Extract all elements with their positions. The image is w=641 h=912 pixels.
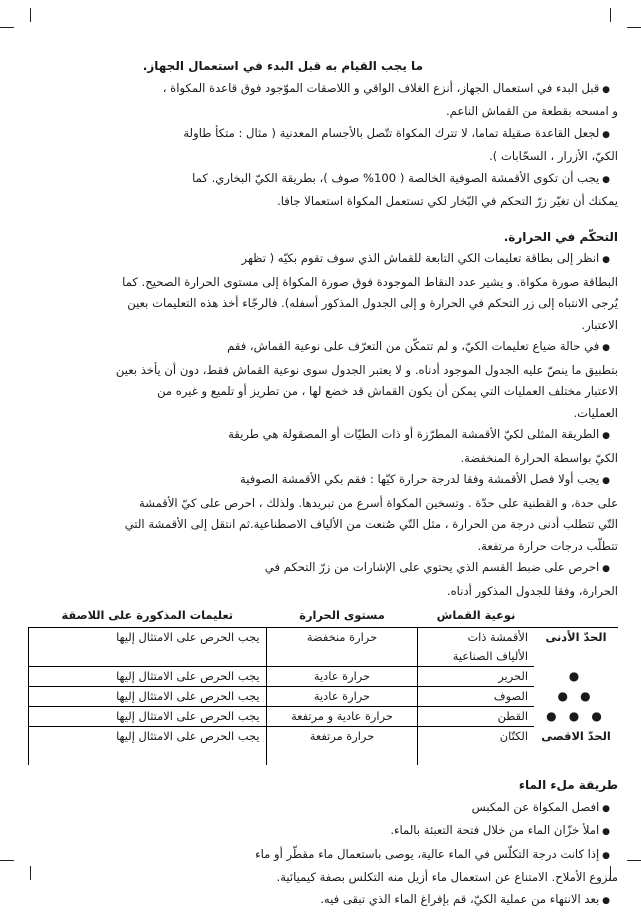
temp-bullet-cont: الاعتبار مختلف العمليات التي يمكن أن يكون القماش قد خضع لها ، من تطريز أو تلميع و غيره من [28, 381, 618, 403]
level-dots: ● [534, 667, 618, 687]
temp-bullet: ● في حالة ضياع تعليمات الكيّ، و لم تتمكّن من التعرّف على نوعية القماش، فقم [28, 336, 618, 360]
intro-bullet-cont: الكيّ، الأزرار ، السحّابات ). [28, 146, 618, 168]
instruction-cell [29, 647, 267, 667]
fill-bullet: ● افصل المكواة عن المكبس [28, 797, 618, 821]
table-header: تعليمات المذكورة على اللاصقة [29, 606, 267, 628]
table-header: مستوى الحرارة [266, 606, 418, 628]
level-dots: ● ● ● [534, 707, 618, 727]
intro-bullet-cont: يمكنك أن تغيّر زرّ التحكم في البّخار لكي تستعمل المكواة استعمالا جافا. [28, 191, 618, 213]
temperature-heading: التحكّم في الحرارة. [28, 227, 618, 249]
fill-bullet: ● املأ خزّان الماء من خلال فتحة التعبئة بالماء. [28, 820, 618, 844]
temp-bullet-cont: يُرجى الانتباه إلى زر التحكم في الحرارة و إلى الجدول المذكور أسفله). فالرجّاء أخذ هذه التعليمات بعين [28, 293, 618, 315]
temp-bullet-cont: على حدة، و القطنية على حدّة . وتسخين المكواة أسرع من تبريدها. ولذلك ، احرص على كيّ الأقمشة [28, 493, 618, 515]
table-row [29, 647, 619, 667]
fabric-cell: الحرير [418, 667, 534, 687]
crop-mark [0, 27, 14, 28]
temp-bullet-cont: بتطبيق ما ينصّ عليه الجدول الموجود أدناه. و لا يعتبر الجدول سوى نوعية القماش فقط، دون أن يأخذ بعين [28, 360, 618, 382]
intro-section [28, 78, 618, 213]
crop-mark [30, 8, 31, 22]
temp-bullet: ● انظر إلى بطاقة تعليمات الكي التابعة للقماش الذي سوف تقوم بكيّه ( تظهر [28, 248, 618, 272]
crop-mark [610, 8, 611, 22]
temp-cell: حرارة عادية و مرتفعة [266, 707, 418, 727]
temp-bullet-cont: الكيّ بواسطة الحرارة المنخفضة. [28, 448, 618, 470]
temp-bullet-cont: تتطلّب درجات حرارة مرتفعة. [28, 536, 618, 558]
fill-bullet: ● بعد الانتهاء من عملية الكيّ، قم بإفراغ الماء الذي تبقى فيه. [28, 889, 618, 912]
instruction-cell: يجب الحرص على الامتثال إليها [29, 727, 267, 747]
instruction-cell: يجب الحرص على الامتثال إليها [29, 687, 267, 707]
table-header [534, 606, 618, 628]
instruction-cell: يجب الحرص على الامتثال إليها [29, 667, 267, 687]
temp-cell: حرارة منخفضة [266, 628, 418, 648]
water-fill-section [28, 797, 618, 912]
level-cell [534, 647, 618, 667]
crop-mark [627, 27, 641, 28]
table-row [29, 667, 619, 687]
instruction-cell: يجب الحرص على الامتثال إليها [29, 628, 267, 648]
table-header: نوعية القماش [418, 606, 534, 628]
crop-mark [0, 860, 14, 861]
table-row [29, 628, 619, 648]
fabric-cell: الكتّان [418, 727, 534, 747]
table-row-spacer [29, 746, 619, 765]
fabric-cell: القطن [418, 707, 534, 727]
temp-cell: حرارة عادية [266, 687, 418, 707]
level-dots: ● ● [534, 687, 618, 707]
instruction-cell: يجب الحرص على الامتثال إليها [29, 707, 267, 727]
temp-bullet: ● احرص على ضبط القسم الذي يحتوي على الإشارات من زرّ التحكم في [28, 557, 618, 581]
fill-bullet-cont: منزوع الأملاح. الامتناع عن استعمال ماء أزيل منه التكلس بصفة كيميائية. [28, 867, 618, 889]
intro-bullet-cont: و امسحه بقطعة من القماش الناعم. [28, 101, 618, 123]
temp-bullet-cont: العمليات. [28, 403, 618, 425]
intro-bullet: ● يجب أن تكوى الأقمشة الصوفية الخالصة ( 100% صوف )، بطريقة الكيّ البخاري. كما [28, 168, 618, 192]
temp-cell [266, 647, 418, 667]
intro-bullet: ● قبل البدء في استعمال الجهاز، أنزع الغلاف الواقي و اللاصقات الموّجود فوق قاعدة المكواة ، [28, 78, 618, 102]
water-fill-heading: طريقة ملء الماء [28, 775, 618, 797]
level-cell: الحدّ الاقصى [534, 727, 618, 747]
level-cell: الحدّ الأدنى [534, 628, 618, 648]
temp-bullet-cont: الحرارة، وفقا للجدول المذكور أدناه. [28, 581, 618, 603]
temp-bullet-cont: التّي تتطلب أدنى درجة من الحرارة ، مثل التّي صُنعت من الألياف الاصطناعية.ثم انتقل إلى الأقمشة التي [28, 514, 618, 536]
document-page [28, 56, 618, 912]
table-row [29, 687, 619, 707]
table-row [29, 727, 619, 747]
table-header-row [29, 606, 619, 628]
page-heading: ما يجب القيام به قبل البدء في استعمال الجهاز. [28, 56, 423, 78]
temp-cell: حرارة مرتفعة [266, 727, 418, 747]
fabric-cell: الأقمشة ذات [418, 628, 534, 648]
fabric-cell: الصوف [418, 687, 534, 707]
temp-bullet: ● يجب أولا فصل الأقمشة وفقا لدرجة حرارة كيّها : فقم بكي الأقمشة الصوفية [28, 469, 618, 493]
temp-bullet: ● الطريقة المثلى لكيّ الأقمشة المطرّزة أو ذات الطيّات أو المصقولة هي طريقة [28, 424, 618, 448]
table-row [29, 707, 619, 727]
ironing-table [28, 606, 618, 765]
fill-bullet: ● إذا كانت درجة التكلّس في الماء عالية، يوصى باستعمال ماء مقطّر أو ماء [28, 844, 618, 868]
temperature-section [28, 248, 618, 602]
temp-bullet-cont: البطاقة صورة مكواة. و يشير عدد النقاط الموجودة فوق صورة المكواة إلى مستوى الحرارة الصحيح. كما [28, 272, 618, 294]
crop-mark [627, 860, 641, 861]
intro-bullet: ● لجعل القاعدة صقيلة تماما، لا تترك المكواة تتّصل بالأجسام المعدنية ( مثال : متكأ طاولة [28, 123, 618, 147]
temp-cell: حرارة عادية [266, 667, 418, 687]
temp-bullet-cont: الاعتبار. [28, 315, 618, 337]
fabric-cell: الألياف الصناعية [418, 647, 534, 667]
